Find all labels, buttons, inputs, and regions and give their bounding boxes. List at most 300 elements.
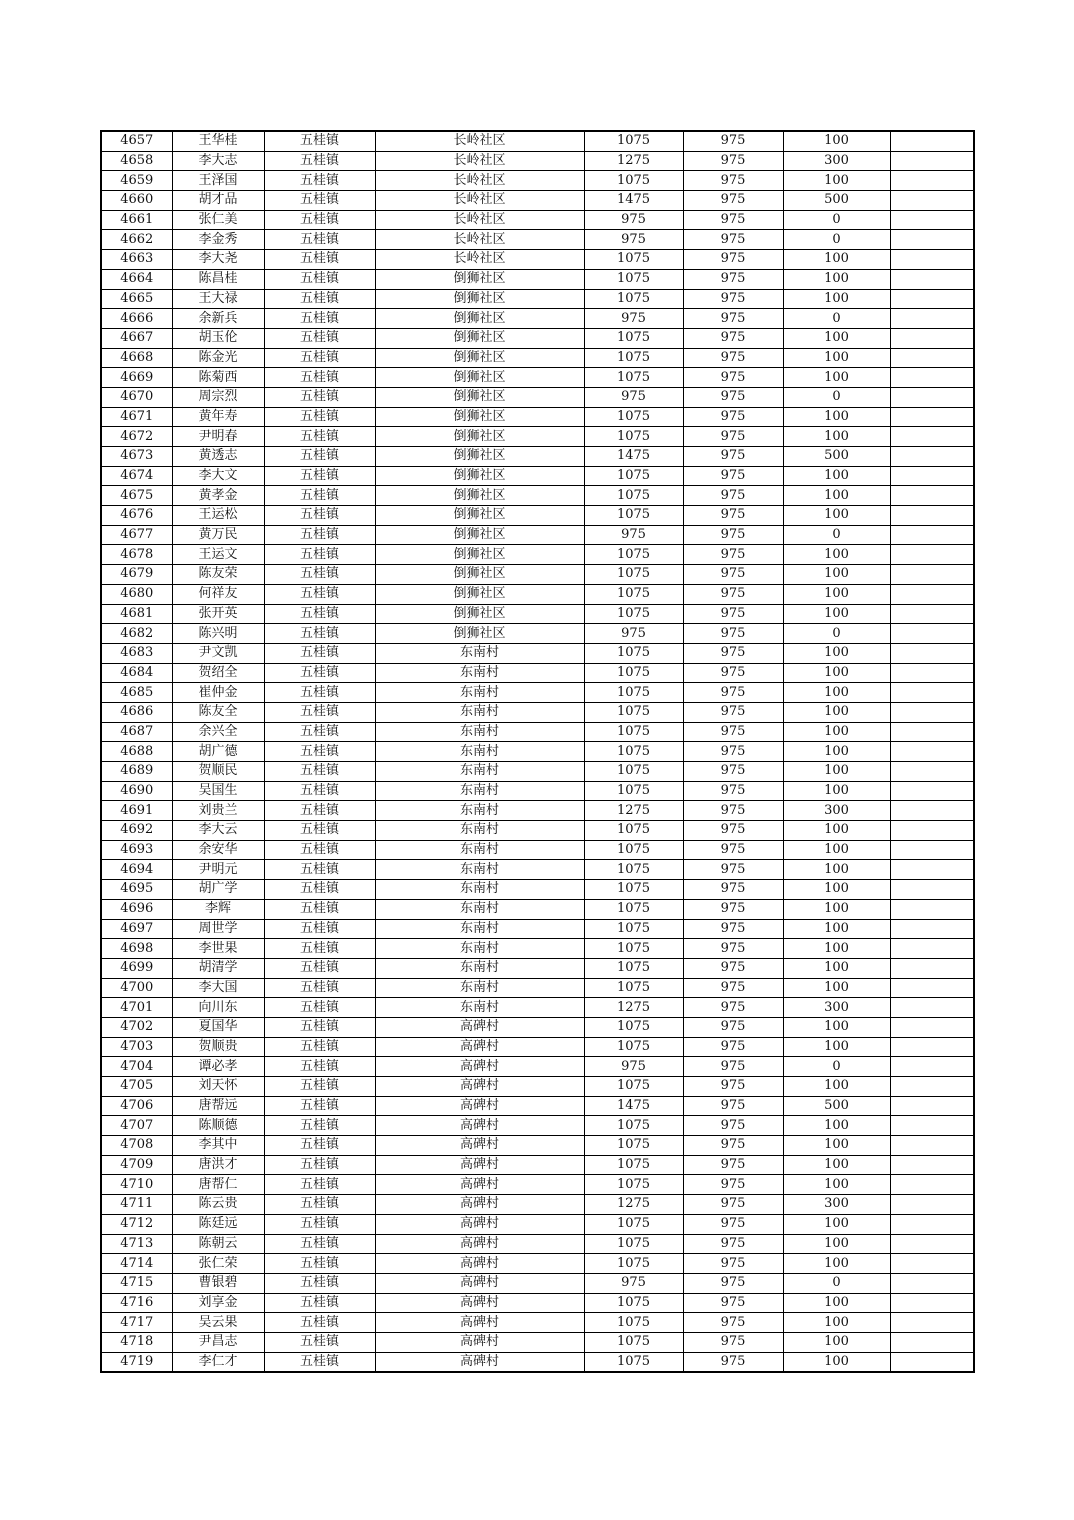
remark-cell [890, 840, 974, 860]
amount-a-cell: 975 [584, 210, 683, 230]
town-cell: 五桂镇 [264, 1116, 375, 1136]
table-row [101, 151, 974, 171]
remark-cell [890, 1057, 974, 1077]
village-cell: 倒狮社区 [375, 624, 584, 644]
name-cell: 张仁荣 [172, 1254, 264, 1274]
remark-cell [890, 348, 974, 368]
amount-b-cell: 975 [683, 663, 783, 683]
village-cell: 东南村 [375, 781, 584, 801]
town-cell: 五桂镇 [264, 387, 375, 407]
village-cell: 倒狮社区 [375, 309, 584, 329]
name-cell: 尹明春 [172, 427, 264, 447]
town-cell: 五桂镇 [264, 624, 375, 644]
remark-cell [890, 1175, 974, 1195]
name-cell: 刘享金 [172, 1293, 264, 1313]
remark-cell [890, 899, 974, 919]
name-cell: 陈友全 [172, 702, 264, 722]
amount-diff-cell: 100 [783, 939, 890, 959]
name-cell: 李大志 [172, 151, 264, 171]
serial-number-cell: 4662 [101, 230, 172, 250]
name-cell: 陈云贵 [172, 1195, 264, 1215]
amount-a-cell: 1075 [584, 1017, 683, 1037]
remark-cell [890, 1352, 974, 1372]
table-row [101, 624, 974, 644]
name-cell: 陈兴明 [172, 624, 264, 644]
table-row [101, 407, 974, 427]
village-cell: 高碑村 [375, 1214, 584, 1234]
serial-number-cell: 4697 [101, 919, 172, 939]
amount-b-cell: 975 [683, 407, 783, 427]
table-row [101, 171, 974, 191]
amount-a-cell: 1075 [584, 545, 683, 565]
town-cell: 五桂镇 [264, 899, 375, 919]
remark-cell [890, 427, 974, 447]
serial-number-cell: 4715 [101, 1273, 172, 1293]
amount-a-cell: 1075 [584, 1155, 683, 1175]
name-cell: 吴云果 [172, 1313, 264, 1333]
amount-b-cell: 975 [683, 722, 783, 742]
amount-b-cell: 975 [683, 1037, 783, 1057]
table-body [101, 131, 974, 1372]
amount-a-cell: 1075 [584, 565, 683, 585]
table-row [101, 702, 974, 722]
village-cell: 倒狮社区 [375, 604, 584, 624]
table-row [101, 1116, 974, 1136]
remark-cell [890, 801, 974, 821]
amount-a-cell: 1075 [584, 1116, 683, 1136]
amount-diff-cell: 100 [783, 742, 890, 762]
amount-diff-cell: 100 [783, 1234, 890, 1254]
amount-a-cell: 1075 [584, 860, 683, 880]
amount-a-cell: 975 [584, 1273, 683, 1293]
amount-b-cell: 975 [683, 269, 783, 289]
amount-b-cell: 975 [683, 565, 783, 585]
table-row [101, 250, 974, 270]
serial-number-cell: 4657 [101, 131, 172, 151]
amount-diff-cell: 0 [783, 210, 890, 230]
name-cell: 刘天怀 [172, 1077, 264, 1097]
village-cell: 倒狮社区 [375, 506, 584, 526]
name-cell: 李大云 [172, 821, 264, 841]
table-row [101, 309, 974, 329]
table-row [101, 368, 974, 388]
village-cell: 高碑村 [375, 1096, 584, 1116]
remark-cell [890, 860, 974, 880]
village-cell: 东南村 [375, 722, 584, 742]
amount-a-cell: 1075 [584, 506, 683, 526]
amount-a-cell: 1075 [584, 821, 683, 841]
name-cell: 王华桂 [172, 131, 264, 151]
table-row [101, 1017, 974, 1037]
amount-b-cell: 975 [683, 1332, 783, 1352]
village-cell: 东南村 [375, 899, 584, 919]
amount-a-cell: 1075 [584, 1175, 683, 1195]
amount-b-cell: 975 [683, 447, 783, 467]
village-cell: 东南村 [375, 958, 584, 978]
serial-number-cell: 4659 [101, 171, 172, 191]
amount-b-cell: 975 [683, 427, 783, 447]
serial-number-cell: 4681 [101, 604, 172, 624]
town-cell: 五桂镇 [264, 584, 375, 604]
village-cell: 东南村 [375, 998, 584, 1018]
amount-b-cell: 975 [683, 1017, 783, 1037]
serial-number-cell: 4696 [101, 899, 172, 919]
name-cell: 张开英 [172, 604, 264, 624]
amount-a-cell: 1075 [584, 1136, 683, 1156]
name-cell: 胡才品 [172, 191, 264, 211]
amount-a-cell: 1075 [584, 742, 683, 762]
amount-b-cell: 975 [683, 821, 783, 841]
town-cell: 五桂镇 [264, 230, 375, 250]
serial-number-cell: 4716 [101, 1293, 172, 1313]
village-cell: 东南村 [375, 821, 584, 841]
remark-cell [890, 702, 974, 722]
table-row [101, 880, 974, 900]
table-row [101, 506, 974, 526]
amount-b-cell: 975 [683, 171, 783, 191]
town-cell: 五桂镇 [264, 1214, 375, 1234]
name-cell: 唐洪才 [172, 1155, 264, 1175]
amount-diff-cell: 100 [783, 1155, 890, 1175]
town-cell: 五桂镇 [264, 427, 375, 447]
table-row [101, 466, 974, 486]
amount-b-cell: 975 [683, 1254, 783, 1274]
amount-diff-cell: 100 [783, 506, 890, 526]
amount-diff-cell: 100 [783, 466, 890, 486]
name-cell: 夏国华 [172, 1017, 264, 1037]
name-cell: 陈金光 [172, 348, 264, 368]
amount-a-cell: 1075 [584, 131, 683, 151]
village-cell: 东南村 [375, 978, 584, 998]
remark-cell [890, 1136, 974, 1156]
remark-cell [890, 565, 974, 585]
town-cell: 五桂镇 [264, 1077, 375, 1097]
village-cell: 倒狮社区 [375, 525, 584, 545]
name-cell: 李世果 [172, 939, 264, 959]
amount-a-cell: 1075 [584, 663, 683, 683]
amount-b-cell: 975 [683, 1057, 783, 1077]
name-cell: 李大国 [172, 978, 264, 998]
amount-a-cell: 1075 [584, 584, 683, 604]
town-cell: 五桂镇 [264, 1155, 375, 1175]
village-cell: 高碑村 [375, 1273, 584, 1293]
table-row [101, 584, 974, 604]
serial-number-cell: 4705 [101, 1077, 172, 1097]
amount-diff-cell: 100 [783, 643, 890, 663]
table-row [101, 427, 974, 447]
name-cell: 周宗烈 [172, 387, 264, 407]
serial-number-cell: 4670 [101, 387, 172, 407]
town-cell: 五桂镇 [264, 1273, 375, 1293]
town-cell: 五桂镇 [264, 919, 375, 939]
serial-number-cell: 4671 [101, 407, 172, 427]
table-row [101, 447, 974, 467]
remark-cell [890, 151, 974, 171]
town-cell: 五桂镇 [264, 250, 375, 270]
village-cell: 高碑村 [375, 1195, 584, 1215]
table-row [101, 191, 974, 211]
serial-number-cell: 4691 [101, 801, 172, 821]
remark-cell [890, 1077, 974, 1097]
amount-diff-cell: 100 [783, 860, 890, 880]
town-cell: 五桂镇 [264, 506, 375, 526]
table-row [101, 722, 974, 742]
village-cell: 倒狮社区 [375, 368, 584, 388]
village-cell: 长岭社区 [375, 230, 584, 250]
amount-diff-cell: 100 [783, 1175, 890, 1195]
village-cell: 高碑村 [375, 1352, 584, 1372]
village-cell: 倒狮社区 [375, 565, 584, 585]
amount-diff-cell: 100 [783, 899, 890, 919]
serial-number-cell: 4711 [101, 1195, 172, 1215]
remark-cell [890, 210, 974, 230]
amount-diff-cell: 0 [783, 309, 890, 329]
town-cell: 五桂镇 [264, 1096, 375, 1116]
remark-cell [890, 683, 974, 703]
remark-cell [890, 368, 974, 388]
name-cell: 向川东 [172, 998, 264, 1018]
town-cell: 五桂镇 [264, 328, 375, 348]
remark-cell [890, 171, 974, 191]
amount-a-cell: 1075 [584, 958, 683, 978]
village-cell: 东南村 [375, 880, 584, 900]
table-row [101, 1037, 974, 1057]
town-cell: 五桂镇 [264, 1352, 375, 1372]
table-row [101, 643, 974, 663]
village-cell: 高碑村 [375, 1175, 584, 1195]
serial-number-cell: 4698 [101, 939, 172, 959]
remark-cell [890, 387, 974, 407]
remark-cell [890, 1116, 974, 1136]
village-cell: 倒狮社区 [375, 545, 584, 565]
table-row [101, 1293, 974, 1313]
amount-a-cell: 1075 [584, 1214, 683, 1234]
amount-b-cell: 975 [683, 1352, 783, 1372]
village-cell: 东南村 [375, 860, 584, 880]
amount-a-cell: 1075 [584, 939, 683, 959]
amount-a-cell: 1075 [584, 171, 683, 191]
remark-cell [890, 269, 974, 289]
name-cell: 吴国生 [172, 781, 264, 801]
serial-number-cell: 4690 [101, 781, 172, 801]
village-cell: 东南村 [375, 663, 584, 683]
table-row [101, 565, 974, 585]
remark-cell [890, 447, 974, 467]
amount-diff-cell: 100 [783, 880, 890, 900]
name-cell: 陈友荣 [172, 565, 264, 585]
amount-a-cell: 1075 [584, 269, 683, 289]
remark-cell [890, 191, 974, 211]
amount-b-cell: 975 [683, 1155, 783, 1175]
remark-cell [890, 958, 974, 978]
name-cell: 胡广学 [172, 880, 264, 900]
name-cell: 周世学 [172, 919, 264, 939]
village-cell: 东南村 [375, 683, 584, 703]
town-cell: 五桂镇 [264, 860, 375, 880]
name-cell: 贺顺贵 [172, 1037, 264, 1057]
village-cell: 高碑村 [375, 1313, 584, 1333]
amount-diff-cell: 100 [783, 1332, 890, 1352]
serial-number-cell: 4695 [101, 880, 172, 900]
town-cell: 五桂镇 [264, 1017, 375, 1037]
serial-number-cell: 4686 [101, 702, 172, 722]
town-cell: 五桂镇 [264, 309, 375, 329]
amount-a-cell: 975 [584, 525, 683, 545]
amount-diff-cell: 100 [783, 131, 890, 151]
amount-a-cell: 1075 [584, 1077, 683, 1097]
village-cell: 东南村 [375, 762, 584, 782]
amount-a-cell: 1075 [584, 466, 683, 486]
remark-cell [890, 722, 974, 742]
amount-diff-cell: 0 [783, 1057, 890, 1077]
table-row [101, 840, 974, 860]
amount-b-cell: 975 [683, 1175, 783, 1195]
table-row [101, 919, 974, 939]
table-row [101, 328, 974, 348]
amount-diff-cell: 0 [783, 525, 890, 545]
amount-diff-cell: 100 [783, 722, 890, 742]
village-cell: 倒狮社区 [375, 289, 584, 309]
serial-number-cell: 4707 [101, 1116, 172, 1136]
serial-number-cell: 4719 [101, 1352, 172, 1372]
serial-number-cell: 4706 [101, 1096, 172, 1116]
town-cell: 五桂镇 [264, 447, 375, 467]
table-row [101, 230, 974, 250]
table-row [101, 781, 974, 801]
remark-cell [890, 131, 974, 151]
amount-b-cell: 975 [683, 840, 783, 860]
town-cell: 五桂镇 [264, 880, 375, 900]
name-cell: 王运松 [172, 506, 264, 526]
remark-cell [890, 250, 974, 270]
amount-a-cell: 1075 [584, 1293, 683, 1313]
table-row [101, 131, 974, 151]
amount-a-cell: 1075 [584, 919, 683, 939]
amount-a-cell: 1075 [584, 328, 683, 348]
table-row [101, 860, 974, 880]
amount-diff-cell: 100 [783, 1136, 890, 1156]
village-cell: 高碑村 [375, 1136, 584, 1156]
amount-diff-cell: 100 [783, 762, 890, 782]
serial-number-cell: 4660 [101, 191, 172, 211]
amount-diff-cell: 100 [783, 958, 890, 978]
town-cell: 五桂镇 [264, 939, 375, 959]
amount-a-cell: 1075 [584, 643, 683, 663]
village-cell: 倒狮社区 [375, 269, 584, 289]
remark-cell [890, 1037, 974, 1057]
serial-number-cell: 4717 [101, 1313, 172, 1333]
remark-cell [890, 821, 974, 841]
table-row [101, 1077, 974, 1097]
amount-b-cell: 975 [683, 289, 783, 309]
table-row [101, 801, 974, 821]
serial-number-cell: 4658 [101, 151, 172, 171]
amount-b-cell: 975 [683, 998, 783, 1018]
name-cell: 唐帮仁 [172, 1175, 264, 1195]
name-cell: 张仁美 [172, 210, 264, 230]
town-cell: 五桂镇 [264, 643, 375, 663]
village-cell: 倒狮社区 [375, 584, 584, 604]
amount-a-cell: 1075 [584, 722, 683, 742]
serial-number-cell: 4689 [101, 762, 172, 782]
amount-a-cell: 975 [584, 309, 683, 329]
table-row [101, 545, 974, 565]
amount-b-cell: 975 [683, 1293, 783, 1313]
amount-diff-cell: 100 [783, 545, 890, 565]
amount-b-cell: 975 [683, 958, 783, 978]
amount-a-cell: 975 [584, 387, 683, 407]
amount-b-cell: 975 [683, 486, 783, 506]
amount-b-cell: 975 [683, 151, 783, 171]
amount-b-cell: 975 [683, 525, 783, 545]
remark-cell [890, 880, 974, 900]
amount-a-cell: 1475 [584, 447, 683, 467]
name-cell: 胡玉伦 [172, 328, 264, 348]
name-cell: 贺绍全 [172, 663, 264, 683]
amount-b-cell: 975 [683, 368, 783, 388]
name-cell: 谭必孝 [172, 1057, 264, 1077]
town-cell: 五桂镇 [264, 289, 375, 309]
amount-diff-cell: 100 [783, 407, 890, 427]
amount-diff-cell: 100 [783, 604, 890, 624]
remark-cell [890, 762, 974, 782]
table-row [101, 1214, 974, 1234]
name-cell: 黄万民 [172, 525, 264, 545]
name-cell: 黄透志 [172, 447, 264, 467]
table-row [101, 1332, 974, 1352]
amount-b-cell: 975 [683, 1136, 783, 1156]
table-row [101, 683, 974, 703]
village-cell: 高碑村 [375, 1254, 584, 1274]
amount-diff-cell: 100 [783, 919, 890, 939]
remark-cell [890, 663, 974, 683]
amount-diff-cell: 300 [783, 801, 890, 821]
town-cell: 五桂镇 [264, 1195, 375, 1215]
amount-diff-cell: 100 [783, 781, 890, 801]
remark-cell [890, 328, 974, 348]
amount-diff-cell: 0 [783, 230, 890, 250]
serial-number-cell: 4718 [101, 1332, 172, 1352]
table-row [101, 978, 974, 998]
village-cell: 倒狮社区 [375, 447, 584, 467]
town-cell: 五桂镇 [264, 1057, 375, 1077]
table-row [101, 269, 974, 289]
name-cell: 李大尧 [172, 250, 264, 270]
village-cell: 高碑村 [375, 1037, 584, 1057]
amount-b-cell: 975 [683, 762, 783, 782]
amount-a-cell: 1075 [584, 702, 683, 722]
town-cell: 五桂镇 [264, 958, 375, 978]
remark-cell [890, 486, 974, 506]
name-cell: 陈菊西 [172, 368, 264, 388]
serial-number-cell: 4673 [101, 447, 172, 467]
remark-cell [890, 604, 974, 624]
amount-diff-cell: 100 [783, 1037, 890, 1057]
name-cell: 尹文凯 [172, 643, 264, 663]
serial-number-cell: 4713 [101, 1234, 172, 1254]
village-cell: 东南村 [375, 702, 584, 722]
village-cell: 东南村 [375, 643, 584, 663]
data-table [100, 130, 975, 1373]
table-row [101, 1195, 974, 1215]
town-cell: 五桂镇 [264, 702, 375, 722]
remark-cell [890, 1017, 974, 1037]
amount-diff-cell: 100 [783, 1313, 890, 1333]
amount-diff-cell: 500 [783, 191, 890, 211]
amount-diff-cell: 100 [783, 978, 890, 998]
amount-b-cell: 975 [683, 584, 783, 604]
serial-number-cell: 4676 [101, 506, 172, 526]
